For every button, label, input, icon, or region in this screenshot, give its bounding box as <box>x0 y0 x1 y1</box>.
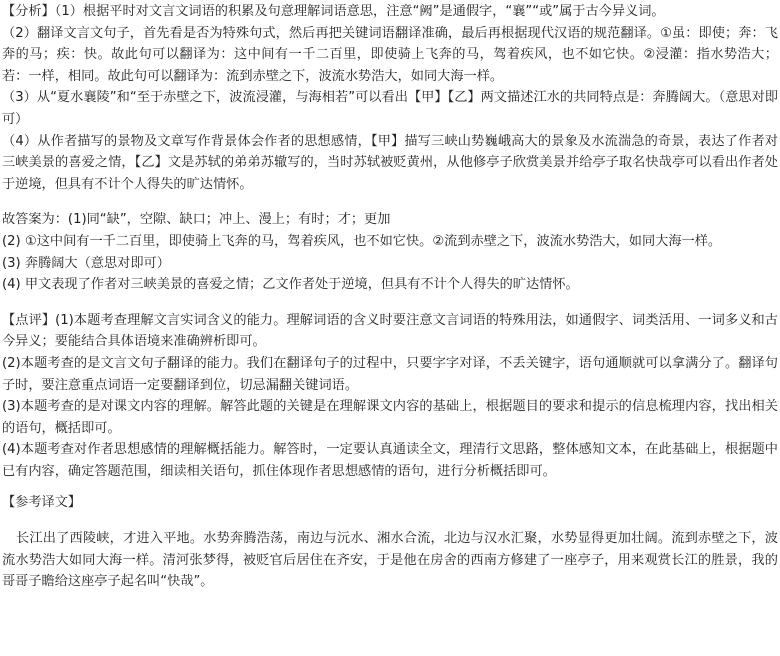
answer-line-4: (4) 甲文表现了作者对三峡美景的喜爱之情；乙文作者处于逆境，但具有不计个人得失的旷达情怀。 <box>2 277 579 293</box>
answer-line-1: 故答案为：(1)同“缺”，空隙、缺口；冲上、漫上；有时；才；更加 <box>2 212 391 228</box>
answer-line-3: (3) 奔腾阔大（意思对即可） <box>2 255 170 271</box>
analysis-item-4: （4）从作者描写的景物及文章写作背景体会作者的思想感情，【甲】描写三峡山势巍峨高大的景象及水流湍急的奇景，表达了作者对三峡美景的喜爱之情，【乙】文是苏轼的弟弟苏辙写的，当时苏轼被贬黄州，从他修亭子欣赏美景并给亭子取名快哉亭可以看出作者处于逆境，但具有不计个人得失的旷达情怀。 <box>2 133 778 192</box>
analysis-item-3: （3）从“夏水襄陵”和“至于赤壁之下，波流浸灌，与海相若”可以看出【甲】【乙】两文描述江水的共同特点是：奔腾阔大。（意思对即可） <box>2 90 778 127</box>
comment-item-2: (2)本题考查的是文言文句子翻译的能力。我们在翻译句子的过程中，只要字字对译，不丢关键字，语句通顺就可以拿满分了。翻译句子时，要注意重点词语一定要翻译到位，切忌漏翻关键词语。 <box>2 355 778 393</box>
translation-body: 长江出了西陵峡，才进入平地。水势奔腾浩荡，南边与沅水、湘水合流，北边与汉水汇聚，水势显得更加壮阔。流到赤壁之下，波流水势浩大如同大海一样。清河张梦得，被贬官后居住在齐安，于是他在房舍的西南方修建了一座亭子，用来观赏长江的胜景，我的哥哥子瞻给这座亭子起名叫“快哉”。 <box>2 531 778 590</box>
comment-section <box>2 310 778 483</box>
comment-item-3: (3)本题考查的是对课文内容的理解。解答此题的关键是在理解课文内容的基础上，根据题目的要求和提示的信息梳理内容，找出相关的语句，概括即可。 <box>2 399 778 436</box>
comment-item-1: 【点评】(1)本题考查理解文言实词含义的能力。理解词语的含义时要注意文言词语的特殊用法，如通假字、词类活用、一词多义和古今异义；要能结合具体语境来准确辨析即可。 <box>2 312 778 350</box>
analysis-item-2: （2）翻译文言文句子，首先看是否为特殊句式，然后再把关键词语翻译准确，最后再根据现代汉语的规范翻译。①虽：即使；奔：飞奔的马；疾：快。故此句可以翻译为：这中间有一千二百里，即使骑上飞奔的马，驾着疾风，也不如它快。②浸灌：指水势浩大；若：一样，相同。故此句可以翻译为：流到赤壁之下，波流水势浩大，如同大海一样。 <box>2 25 778 84</box>
analysis-item-1: 【分析】（1）根据平时对文言文词语的积累及句意理解词语意思，注意“阙”是通假字，“襄”“或”属于古今异义词。 <box>2 4 665 19</box>
comment-item-4: (4)本题考查对作者思想感情的理解概括能力。解答时，一定要认真通读全文，理清行文思路，整体感知文本，在此基础上，根据题中已有内容，确定答题范围，细读相关语句，抓住体现作者思想感情的语句，进行分析概括即可。 <box>2 442 778 479</box>
answer-document <box>2 0 778 593</box>
translation-heading: 【参考译文】 <box>2 495 82 511</box>
answer-section <box>2 209 778 295</box>
analysis-section <box>2 1 778 195</box>
answer-line-2: (2) ①这中间有一千二百里，即使骑上飞奔的马，驾着疾风，也不如它快。②流到赤壁之下，波流水势浩大，如同大海一样。 <box>2 233 722 249</box>
